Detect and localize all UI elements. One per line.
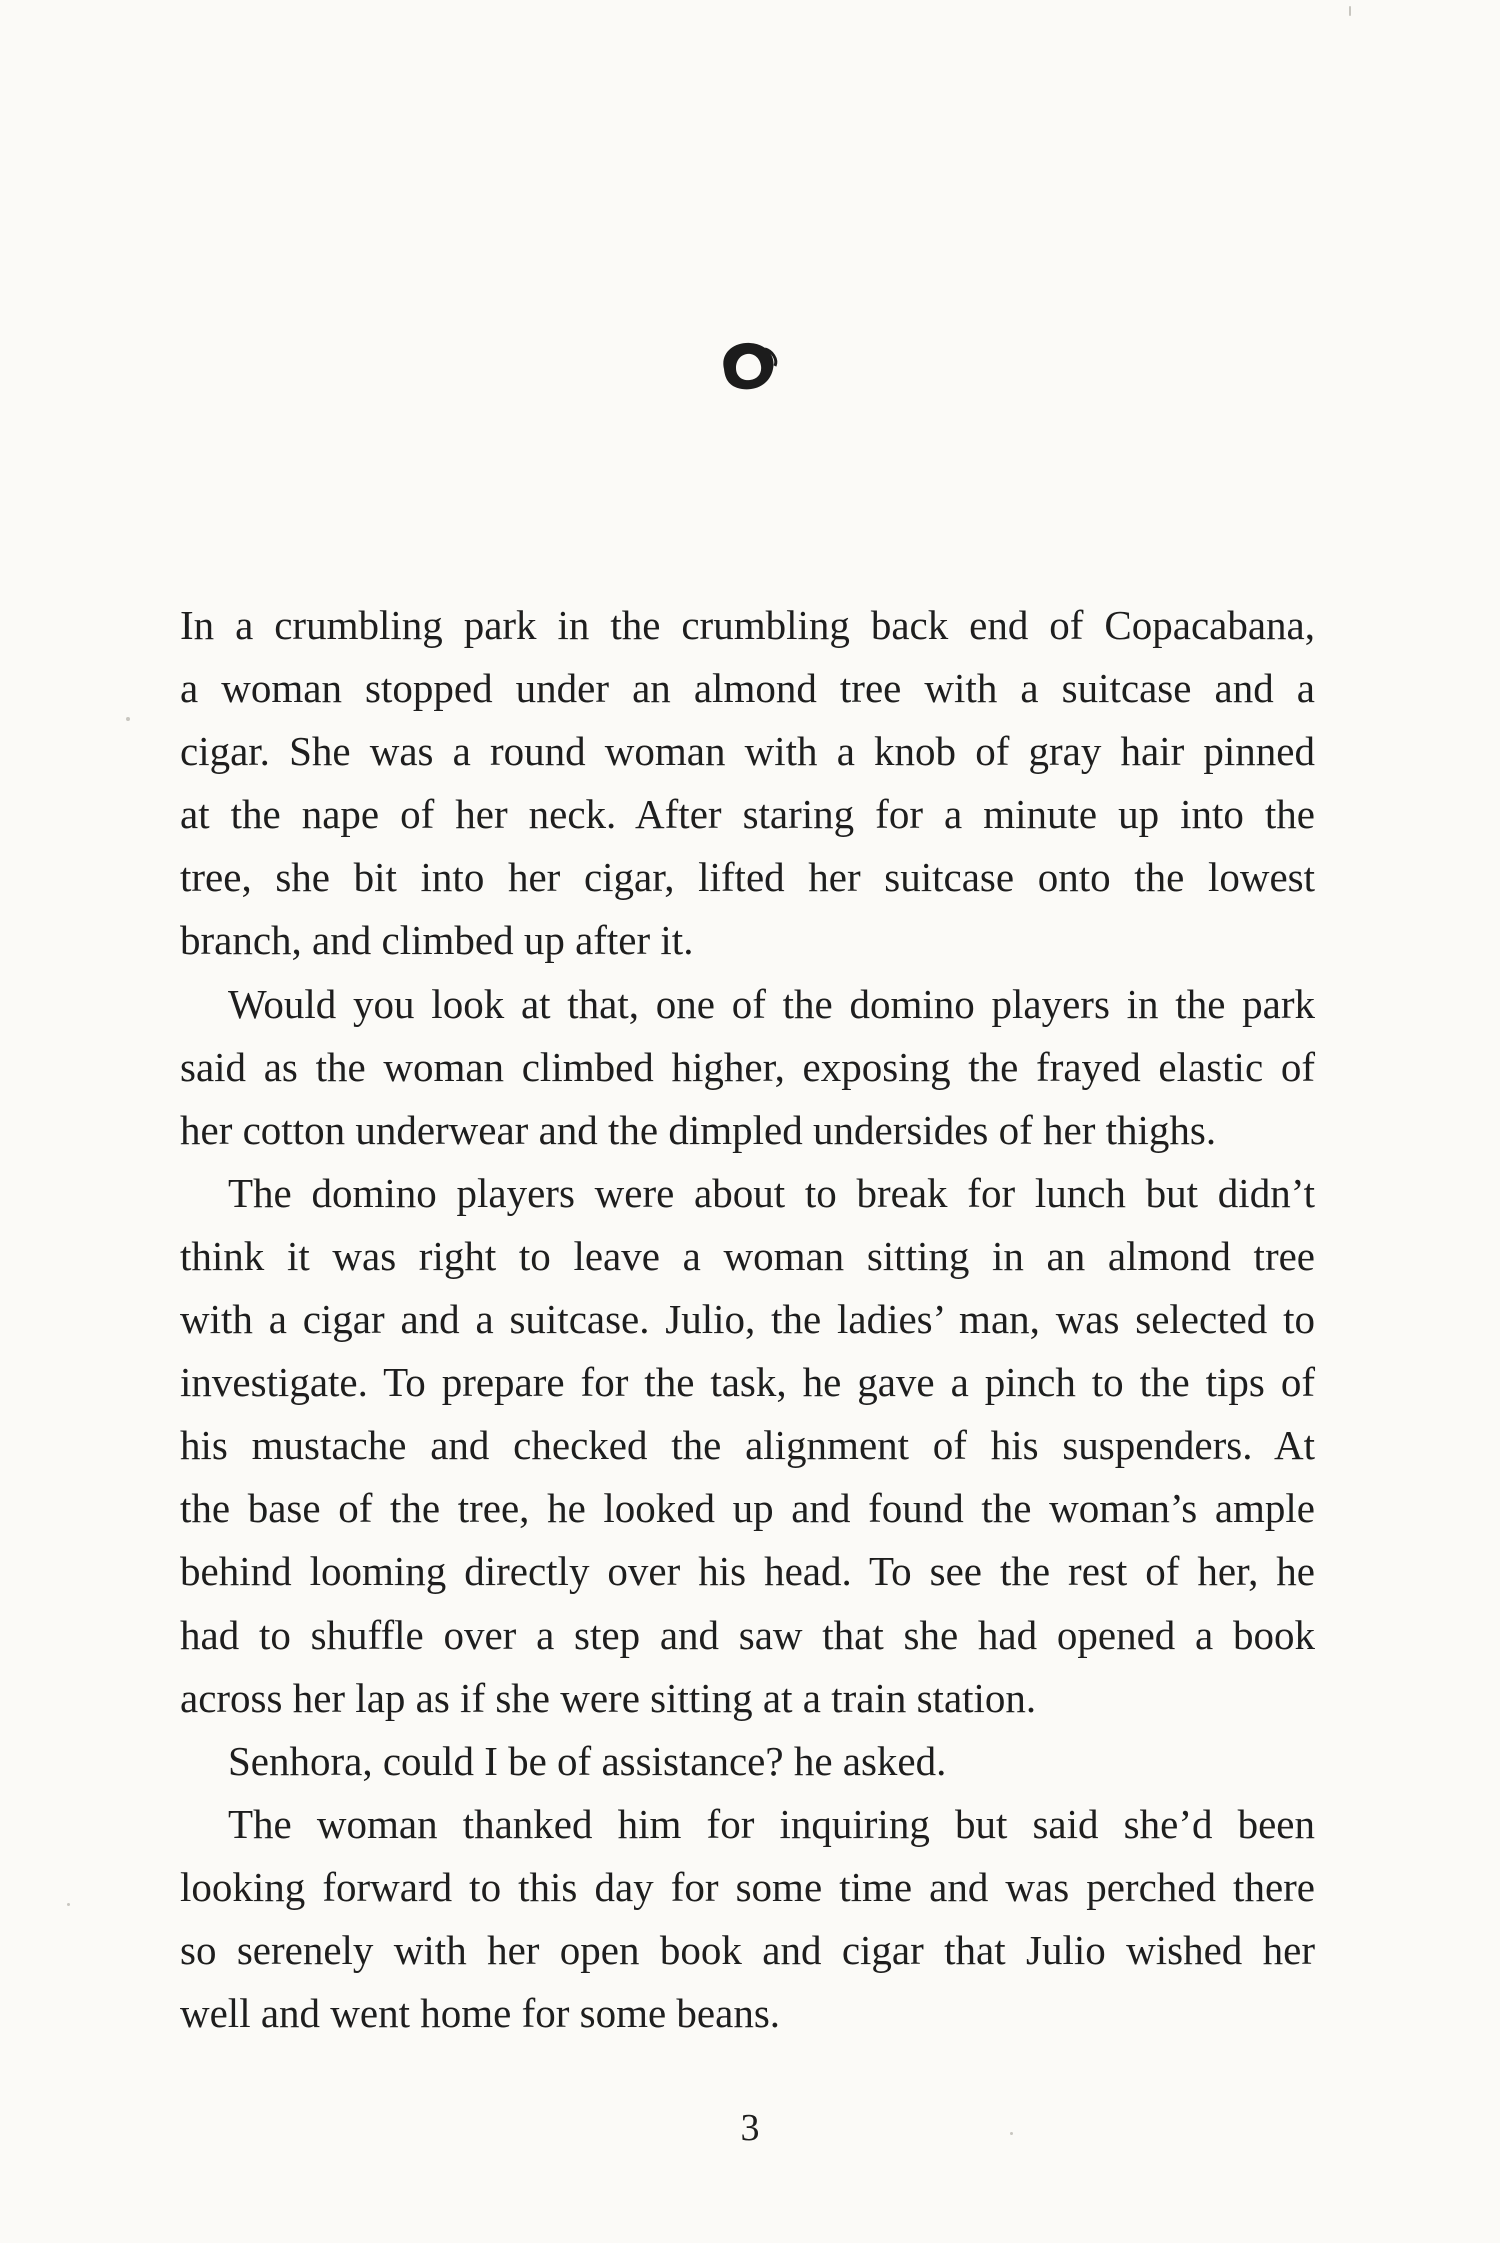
text-line: her cotton underwear and the dimpled undersides of her thighs.: [180, 1106, 1217, 1153]
text-line: so serenely with her open book and cigar that Julio wished her: [180, 1926, 1315, 1973]
scan-speck: [1349, 6, 1351, 16]
paragraph-3: [180, 1162, 1315, 1730]
paragraph-1: [180, 594, 1315, 973]
scan-speck: [126, 717, 130, 721]
body-text: [180, 594, 1315, 2045]
text-line: with a cigar and a suitcase. Julio, the ladies’ man, was selected to: [180, 1296, 1315, 1343]
text-line: Senhora, could I be of assistance? he asked.: [228, 1737, 947, 1784]
text-line: said as the woman climbed higher, exposing the frayed elastic of: [180, 1043, 1315, 1090]
text-line: his mustache and checked the alignment of his suspenders. At: [180, 1422, 1315, 1469]
paragraph-2: [180, 973, 1315, 1162]
scan-speck: [67, 1903, 70, 1906]
text-line: The woman thanked him for inquiring but said she’d been: [228, 1800, 1315, 1847]
text-line: cigar. She was a round woman with a knob of gray hair pinned: [180, 728, 1315, 775]
text-line: investigate. To prepare for the task, he gave a pinch to the tips of: [180, 1359, 1315, 1406]
text-line: branch, and climbed up after it.: [180, 917, 694, 964]
chapter-ornament-icon: [712, 335, 782, 397]
text-line: tree, she bit into her cigar, lifted her suitcase onto the lowest: [180, 854, 1315, 901]
text-line: Would you look at that, one of the domino players in the park: [228, 980, 1315, 1027]
text-line: had to shuffle over a step and saw that she had opened a book: [180, 1611, 1315, 1658]
text-line: at the nape of her neck. After staring for a minute up into the: [180, 791, 1315, 838]
text-line: the base of the tree, he looked up and found the woman’s ample: [180, 1485, 1315, 1532]
text-line: looking forward to this day for some time and was perched there: [180, 1863, 1315, 1910]
text-line: behind looming directly over his head. To see the rest of her, he: [180, 1548, 1315, 1595]
text-line: well and went home for some beans.: [180, 1990, 781, 2037]
page-number: 3: [740, 2107, 760, 2149]
text-line: think it was right to leave a woman sitting in an almond tree: [180, 1232, 1315, 1279]
paragraph-4: [180, 1730, 1315, 1793]
text-line: In a crumbling park in the crumbling back end of Copacabana,: [180, 602, 1315, 648]
text-line: The domino players were about to break for lunch but didn’t: [228, 1169, 1315, 1216]
text-line: a woman stopped under an almond tree with a suitcase and a: [180, 665, 1315, 712]
paragraph-5: [180, 1793, 1315, 2045]
text-line: across her lap as if she were sitting at a train station.: [180, 1674, 1037, 1721]
scan-speck: [1010, 2132, 1013, 2135]
